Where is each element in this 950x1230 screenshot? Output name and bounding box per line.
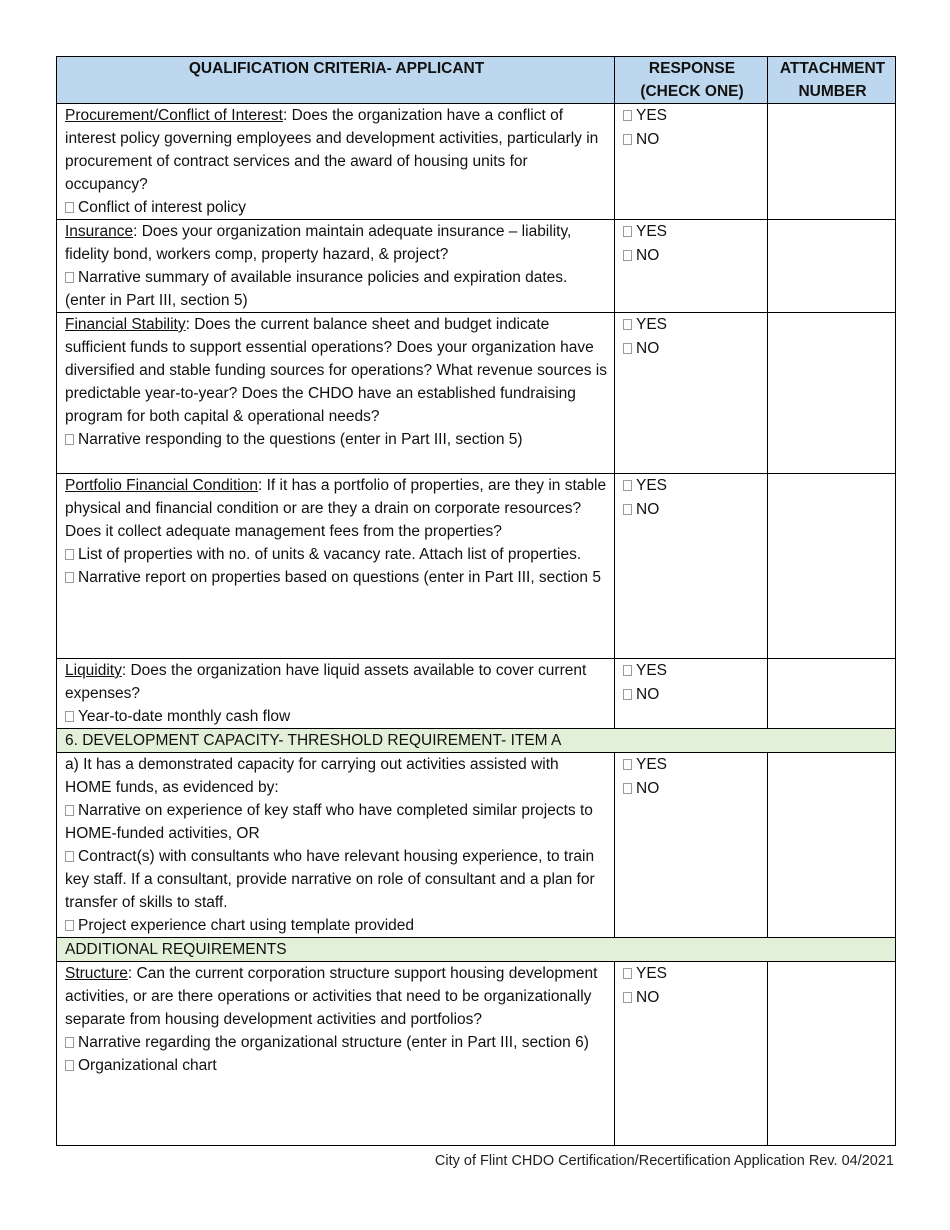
criteria-cell: [57, 753, 615, 938]
checklist-item[interactable]: Organizational chart: [65, 1054, 608, 1077]
criteria-cell: [57, 313, 615, 474]
yes-checkbox[interactable]: [623, 319, 632, 330]
table-row: [57, 659, 896, 729]
attachment-number-cell[interactable]: [768, 474, 896, 659]
no-option[interactable]: NO: [623, 244, 761, 268]
yes-option[interactable]: YES: [623, 313, 761, 337]
yes-option[interactable]: YES: [623, 659, 761, 683]
no-checkbox[interactable]: [623, 134, 632, 145]
checkbox[interactable]: [65, 202, 74, 213]
table-row: [57, 104, 896, 220]
response-cell: [615, 753, 768, 938]
no-checkbox[interactable]: [623, 783, 632, 794]
section-heading-row: [57, 729, 896, 753]
criteria-cell: [57, 104, 615, 220]
attachment-number-cell[interactable]: [768, 220, 896, 313]
criteria-title: Liquidity: [65, 662, 122, 679]
checklist-item[interactable]: Narrative regarding the organizational structure (enter in Part III, section 6): [65, 1031, 608, 1054]
no-option[interactable]: NO: [623, 337, 761, 361]
response-cell: [615, 313, 768, 474]
criteria-question: a) It has a demonstrated capacity for carrying out activities assisted with HOME funds, as evidenced by:: [65, 756, 559, 796]
checkbox[interactable]: [65, 851, 74, 862]
checklist-item[interactable]: Narrative responding to the questions (enter in Part III, section 5): [65, 428, 608, 451]
yes-option[interactable]: YES: [623, 220, 761, 244]
yes-option[interactable]: YES: [623, 104, 761, 128]
checklist-item[interactable]: Contract(s) with consultants who have relevant housing experience, to train key staff. If a consultant, provide narrative on role of consultant and a plan for transfer of skills to staff.: [65, 848, 595, 911]
section-heading: ADDITIONAL REQUIREMENTS: [57, 938, 896, 962]
no-checkbox[interactable]: [623, 689, 632, 700]
checkbox[interactable]: [65, 572, 74, 583]
qualification-table: [56, 56, 896, 1146]
checkbox[interactable]: [65, 805, 74, 816]
yes-checkbox[interactable]: [623, 226, 632, 237]
yes-option[interactable]: YES: [623, 474, 761, 498]
criteria-cell: [57, 659, 615, 729]
attachment-number-cell[interactable]: [768, 753, 896, 938]
section-heading-row: [57, 938, 896, 962]
table-row: [57, 474, 896, 659]
checkbox[interactable]: [65, 1060, 74, 1071]
checkbox[interactable]: [65, 272, 74, 283]
checklist-item[interactable]: Narrative on experience of key staff who have completed similar projects to HOME-funded activities, OR: [65, 802, 593, 842]
criteria-cell: [57, 220, 615, 313]
response-cell: [615, 220, 768, 313]
table-row: [57, 220, 896, 313]
criteria-title: Structure: [65, 965, 128, 982]
response-cell: [615, 104, 768, 220]
criteria-header: QUALIFICATION CRITERIA- APPLICANT: [57, 57, 615, 104]
yes-checkbox[interactable]: [623, 665, 632, 676]
response-cell: [615, 659, 768, 729]
checklist-item[interactable]: Narrative report on properties based on questions (enter in Part III, section 5: [65, 566, 608, 589]
criteria-question: : Does the organization have liquid assets available to cover current expenses?: [65, 662, 587, 702]
table-row: [57, 313, 896, 474]
no-checkbox[interactable]: [623, 992, 632, 1003]
attachment-header: ATTACHMENT NUMBER: [768, 57, 896, 104]
no-option[interactable]: NO: [623, 986, 761, 1010]
criteria-cell: [57, 474, 615, 659]
criteria-title: Procurement/Conflict of Interest: [65, 107, 283, 124]
checklist-item[interactable]: Conflict of interest policy: [65, 196, 608, 219]
criteria-title: Insurance: [65, 223, 134, 240]
page-footer: City of Flint CHDO Certification/Recertification Application Rev. 04/2021: [434, 1153, 894, 1169]
attachment-number-cell[interactable]: [768, 962, 896, 1146]
criteria-title: Financial Stability: [65, 316, 186, 333]
checklist-item[interactable]: Project experience chart using template provided: [65, 914, 608, 937]
no-checkbox[interactable]: [623, 343, 632, 354]
yes-checkbox[interactable]: [623, 110, 632, 121]
table-row: [57, 753, 896, 938]
no-option[interactable]: NO: [623, 128, 761, 152]
criteria-cell: [57, 962, 615, 1146]
checkbox[interactable]: [65, 920, 74, 931]
no-checkbox[interactable]: [623, 250, 632, 261]
yes-option[interactable]: YES: [623, 962, 761, 986]
section-heading: 6. DEVELOPMENT CAPACITY- THRESHOLD REQUIREMENT- ITEM A: [57, 729, 896, 753]
no-option[interactable]: NO: [623, 683, 761, 707]
no-checkbox[interactable]: [623, 504, 632, 515]
criteria-title: Portfolio Financial Condition: [65, 477, 258, 494]
criteria-question: : Does your organization maintain adequate insurance – liability, fidelity bond, workers comp, property hazard, & project?: [65, 223, 572, 263]
criteria-question: : If it has a portfolio of properties, are they in stable physical and financial condition or are they a drain on corporate resources? Does it collect adequate management fees from the properties?: [65, 477, 607, 540]
checkbox[interactable]: [65, 549, 74, 560]
checklist-item[interactable]: Narrative summary of available insurance policies and expiration dates. (enter in Part III, section 5): [65, 269, 568, 309]
checklist-item[interactable]: Year-to-date monthly cash flow: [65, 705, 608, 728]
table-header-row: [57, 57, 896, 104]
table-row: [57, 962, 896, 1146]
yes-checkbox[interactable]: [623, 968, 632, 979]
criteria-question: : Can the current corporation structure support housing development activities, or are there operations or activities that need to be organizationally separate from housing development activities and portfolios?: [65, 965, 598, 1028]
no-option[interactable]: NO: [623, 498, 761, 522]
attachment-number-cell[interactable]: [768, 104, 896, 220]
criteria-question: : Does the current balance sheet and budget indicate sufficient funds to support essential operations? Does your organization have diversified and stable funding sources for operations? What revenue sources is predictable year-to-year? Does the CHDO have an established fundraising program for both capital & operational needs?: [65, 316, 607, 425]
response-header: RESPONSE (CHECK ONE): [615, 57, 768, 104]
yes-option[interactable]: YES: [623, 753, 761, 777]
checklist-item[interactable]: List of properties with no. of units & vacancy rate. Attach list of properties.: [65, 543, 608, 566]
checkbox[interactable]: [65, 711, 74, 722]
attachment-number-cell[interactable]: [768, 659, 896, 729]
criteria-question: : Does the organization have a conflict of interest policy governing employees and development activities, particularly in procurement of contract services and the award of housing units for occupancy?: [65, 107, 599, 193]
response-cell: [615, 962, 768, 1146]
yes-checkbox[interactable]: [623, 759, 632, 770]
no-option[interactable]: NO: [623, 777, 761, 801]
attachment-number-cell[interactable]: [768, 313, 896, 474]
response-cell: [615, 474, 768, 659]
checkbox[interactable]: [65, 434, 74, 445]
yes-checkbox[interactable]: [623, 480, 632, 491]
checkbox[interactable]: [65, 1037, 74, 1048]
